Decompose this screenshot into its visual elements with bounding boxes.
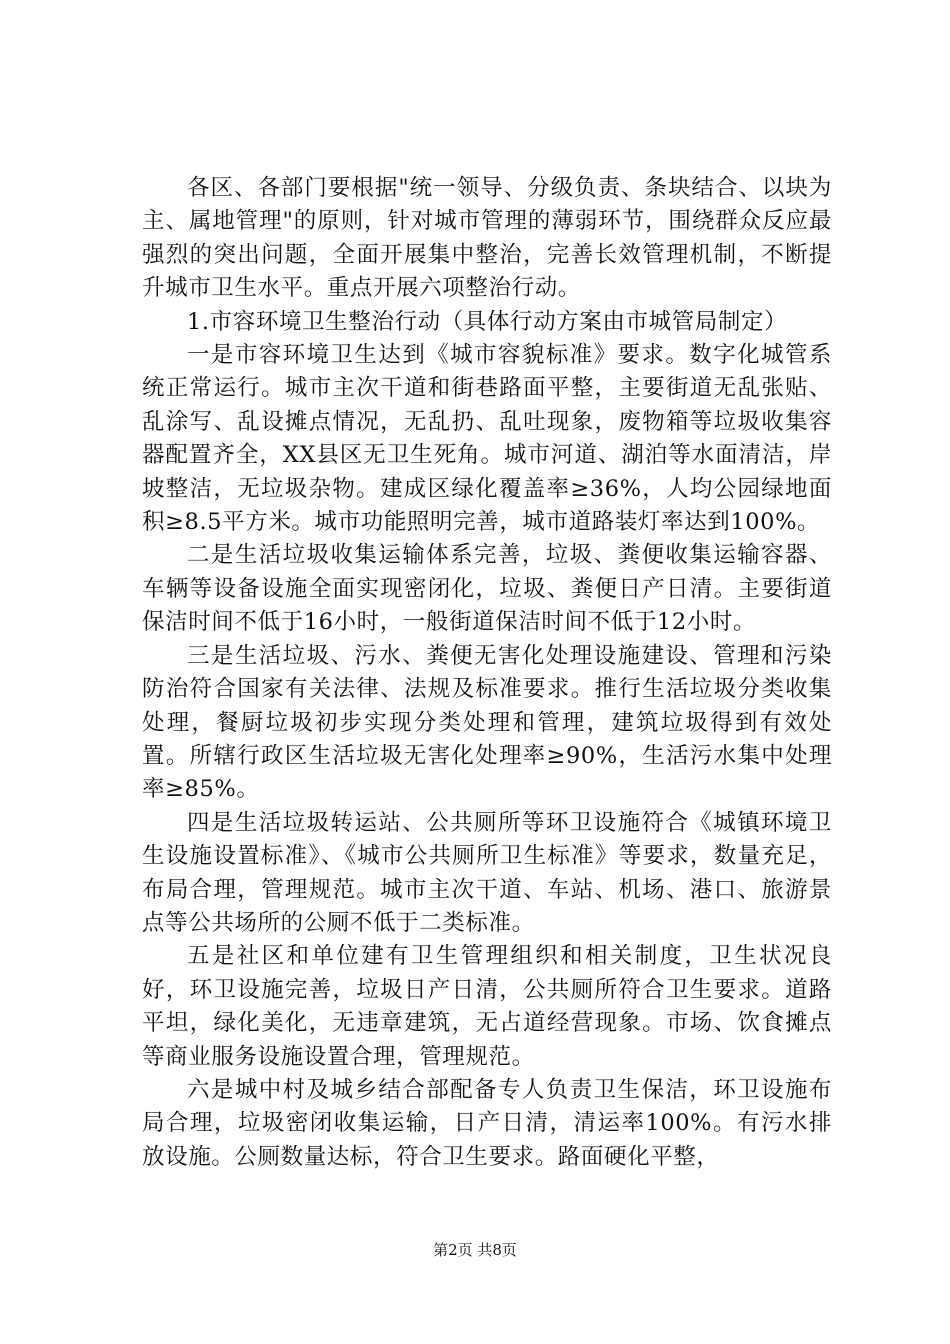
paragraph-section-heading: 1.市容环境卫生整治行动（具体行动方案由市城管局制定） [187, 308, 788, 335]
paragraph-item-1: 一是市容环境卫生达到《城市容貌标准》要求。数字化城管系统正常运行。城市主次干道和街巷路面平整，主要街道无乱张贴、乱涂写、乱设摊点情况，无乱扔、乱吐现象，废物箱等垃圾收集容器配置齐全，XX县区无卫生死角。城市河道、湖泊等水面清洁，岸坡整洁，无垃圾杂物。建成区绿化覆盖率≥36%，人均公园绿地面积≥8.5平方米。城市功能照明完善，城市道路装灯率达到100%。 [142, 342, 832, 536]
document-body [142, 172, 832, 1174]
paragraph-item-2: 二是生活垃圾收集运输体系完善，垃圾、粪便收集运输容器、车辆等设备设施全面实现密闭化，垃圾、粪便日产日清。主要街道保洁时间不低于16小时，一般街道保洁时间不低于12小时。 [142, 542, 832, 636]
paragraph-intro: 各区、各部门要根据"统一领导、分级负责、条块结合、以块为主、属地管理"的原则，针对城市管理的薄弱环节，围绕群众反应最强烈的突出问题，全面开展集中整治，完善长效管理机制，不断提升城市卫生水平。重点开展六项整治行动。 [142, 175, 832, 302]
paragraph-item-3: 三是生活垃圾、污水、粪便无害化处理设施建设、管理和污染防治符合国家有关法律、法规及标准要求。推行生活垃圾分类收集处理，餐厨垃圾初步实现分类处理和管理，建筑垃圾得到有效处置。所辖行政区生活垃圾无害化处理率≥90%，生活污水集中处理率≥85%。 [142, 642, 832, 803]
paragraph-item-6: 六是城中村及城乡结合部配备专人负责卫生保洁，环卫设施布局合理，垃圾密闭收集运输，日产日清，清运率100%。有污水排放设施。公厕数量达标，符合卫生要求。路面硬化平整， [142, 1076, 832, 1170]
page-footer: 第2页 共8页 [433, 1241, 517, 1259]
paragraph-item-4: 四是生活垃圾转运站、公共厕所等环卫设施符合《城镇环境卫生设施设置标准》、《城市公共厕所卫生标准》等要求，数量充足，布局合理，管理规范。城市主次干道、车站、机场、港口、旅游景点等公共场所的公厕不低于二类标准。 [142, 809, 832, 936]
paragraph-item-5: 五是社区和单位建有卫生管理组织和相关制度，卫生状况良好，环卫设施完善，垃圾日产日清，公共厕所符合卫生要求。道路平坦，绿化美化，无违章建筑，无占道经营现象。市场、饮食摊点等商业服务设施设置合理，管理规范。 [142, 943, 832, 1070]
